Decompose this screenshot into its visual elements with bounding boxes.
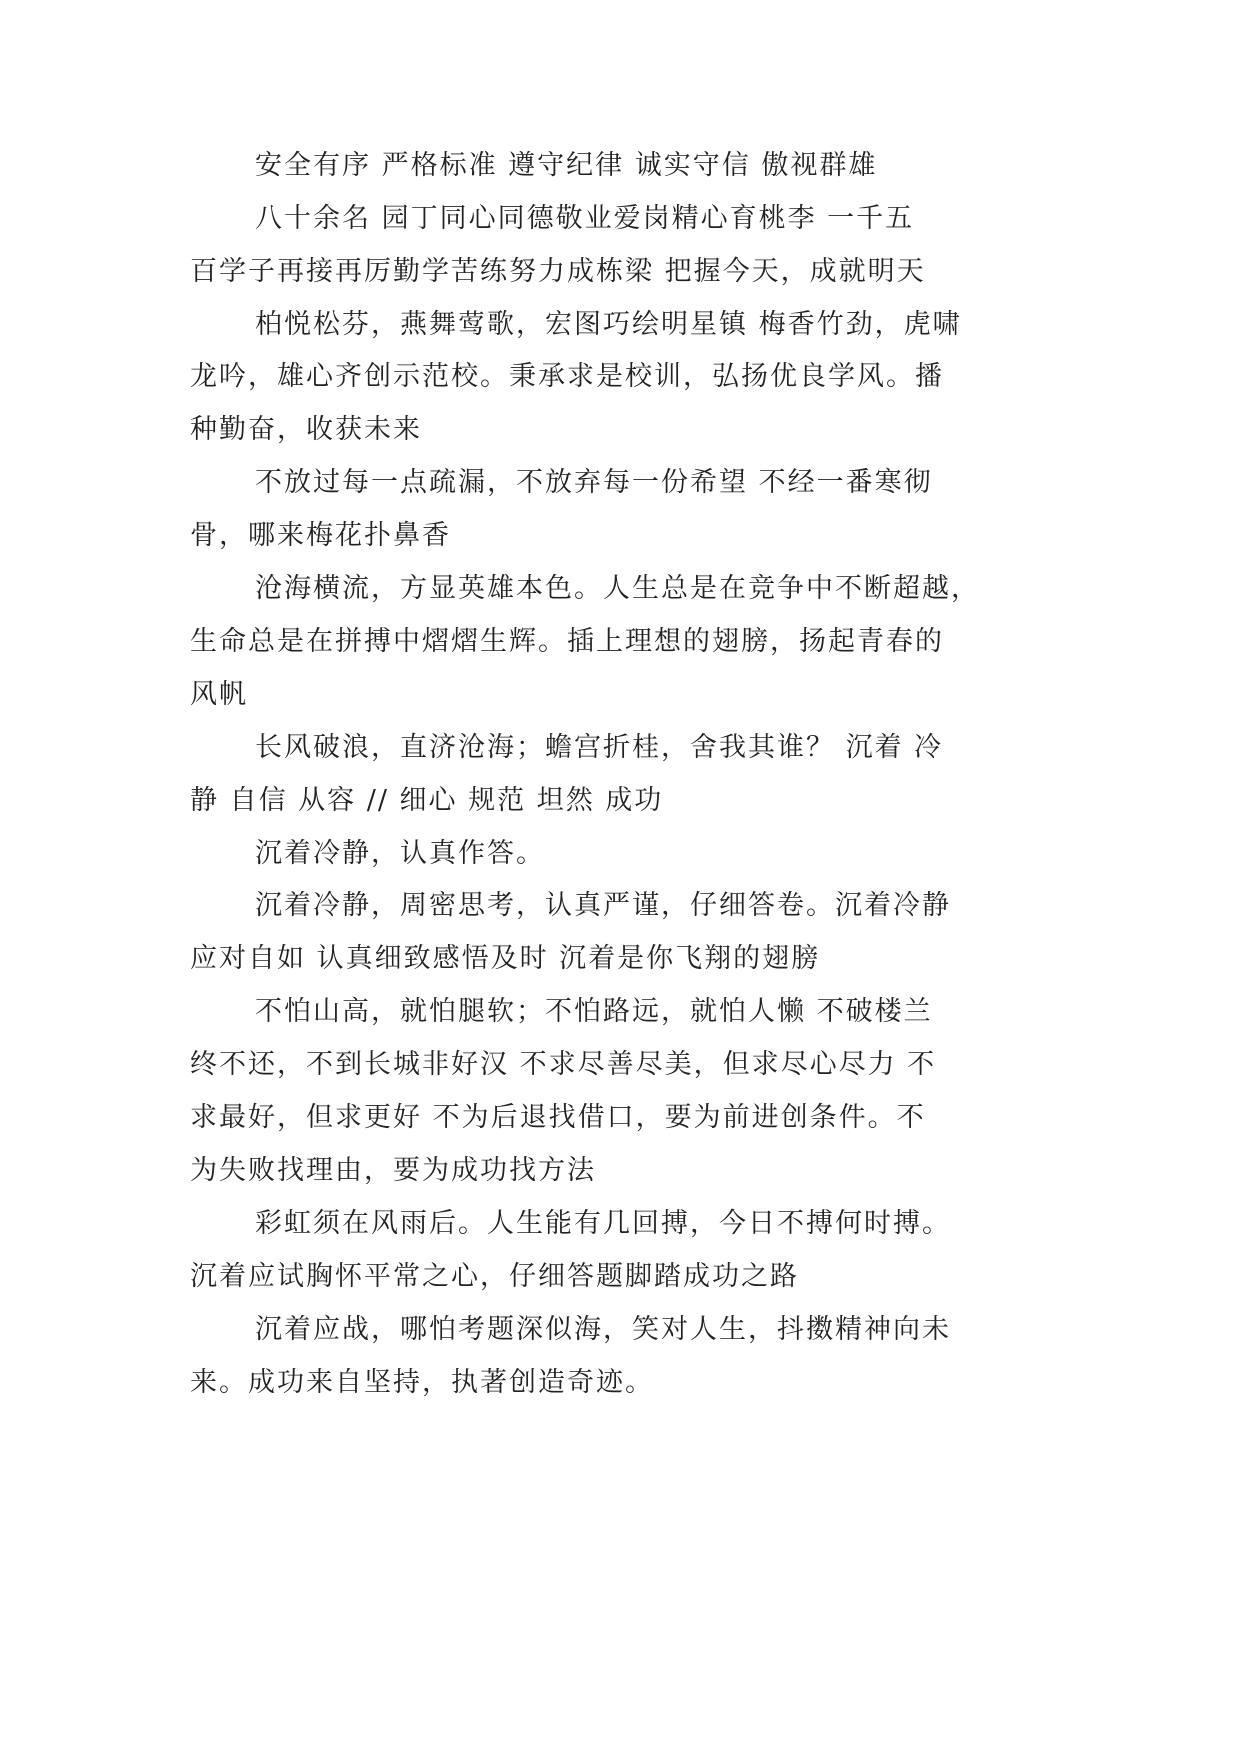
text-line: 种勤奋，收获未来 [190,414,422,445]
text-line: 来。成功来自坚持，执著创造奇迹。 [190,1367,654,1398]
text-line: 求最好，但求更好 不为后退找借口，要为前进创条件。不 [190,1102,926,1133]
text-line: 沉着应试胸怀平常之心，仔细答题脚踏成功之路 [190,1261,799,1292]
text-line: 彩虹须在风雨后。人生能有几回搏，今日不搏何时搏。 [255,1208,951,1239]
text-line: 不放过每一点疏漏，不放弃每一份希望 不经一番寒彻 [255,467,933,498]
text-line: 八十余名 园丁同心同德敬业爱岗精心育桃李 一千五 [255,203,915,234]
text-line: 终不还，不到长城非好汉 不求尽善尽美，但求尽心尽力 不 [190,1049,937,1080]
text-line: 安全有序 严格标准 遵守纪律 诚实守信 傲视群雄 [255,150,878,181]
text-line: 沉着冷静，周密思考，认真严谨，仔细答卷。沉着冷静 [255,890,951,921]
text-line: 为失败找理由，要为成功找方法 [190,1155,596,1186]
text-line: 骨，哪来梅花扑鼻香 [190,520,451,551]
text-line: 静 自信 从容 // 细心 规范 坦然 成功 [190,785,664,816]
text-line: 风帆 [190,679,248,710]
text-line: 沉着冷静，认真作答。 [255,838,545,869]
text-line: 沉着应战，哪怕考题深似海，笑对人生，抖擞精神向未 [255,1314,951,1345]
text-line: 不怕山高，就怕腿软；不怕路远，就怕人懒 不破楼兰 [255,996,933,1027]
text-line: 沧海横流，方显英雄本色。人生总是在竞争中不断超越， [255,573,980,604]
text-line: 长风破浪，直济沧海；蟾宫折桂，舍我其谁？ 沉着 冷 [255,732,944,763]
text-line: 生命总是在拼搏中熠熠生辉。插上理想的翅膀，扬起青春的 [190,626,944,657]
text-line: 柏悦松芬，燕舞莺歌，宏图巧绘明星镇 梅香竹劲，虎啸 [255,309,962,340]
text-line: 应对自如 认真细致感悟及时 沉着是你飞翔的翅膀 [190,943,821,974]
text-line: 百学子再接再厉勤学苦练努力成栋梁 把握今天，成就明天 [190,256,926,287]
text-line: 龙吟，雄心齐创示范校。秉承求是校训，弘扬优良学风。播 [190,361,944,392]
